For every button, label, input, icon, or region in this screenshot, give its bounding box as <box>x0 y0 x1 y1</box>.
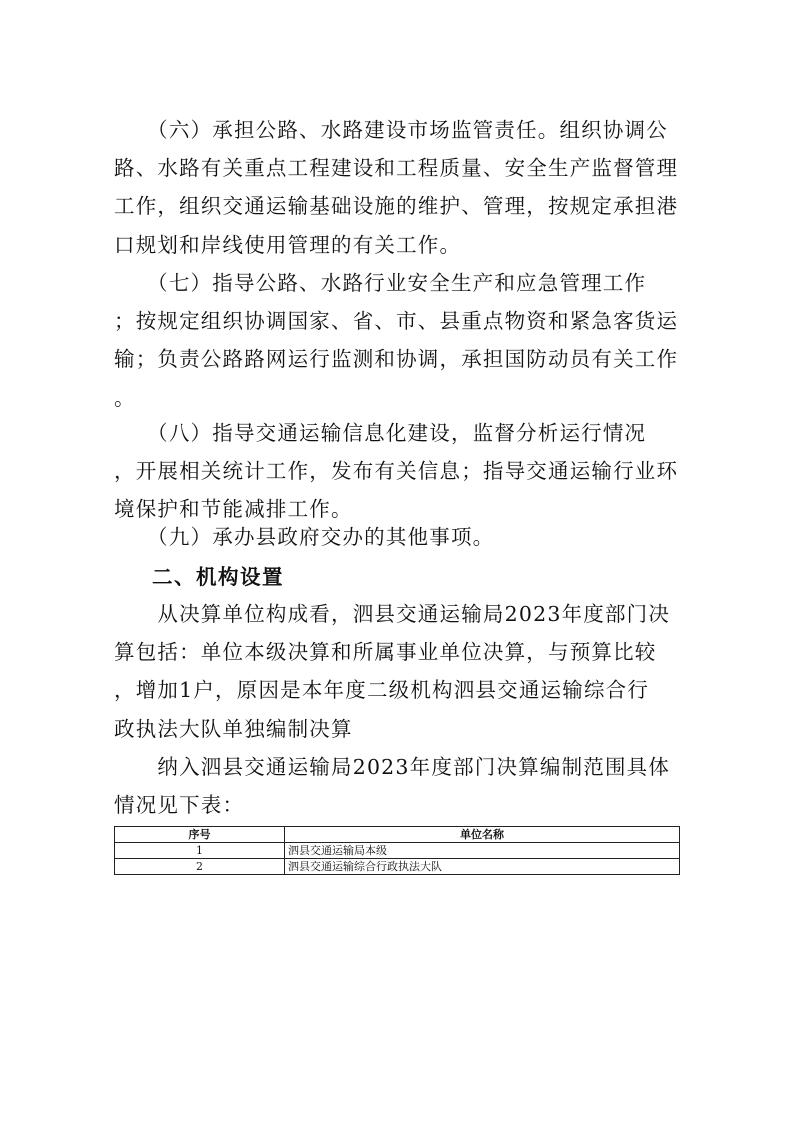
text-line: ，开展相关统计工作，发布有关信息；指导交通运输行业环 <box>114 459 679 484</box>
paragraph-duty-6 <box>114 111 684 264</box>
text-line: 算包括：单位本级决算和所属事业单位决算，与预算比较 <box>114 640 657 665</box>
paragraph-scope-intro <box>114 748 684 824</box>
table-cell-unit-name: 泗县交通运输综合行政执法大队 <box>285 859 680 875</box>
table-cell-index: 2 <box>115 859 285 875</box>
text-line: 口规划和岸线使用管理的有关工作。 <box>114 232 462 257</box>
section-heading: 二、机构设置 <box>152 565 284 589</box>
text-line: 境保护和节能减排工作。 <box>114 497 353 522</box>
text-line: 输；负责公路路网运行监测和协调，承担国防动员有关工作 <box>114 347 679 372</box>
column-header-unit-name: 单位名称 <box>285 827 680 843</box>
text-line: ，增加1户，原因是本年度二级机构泗县交通运输综合行 <box>114 678 650 703</box>
text-line: 从决算单位构成看，泗县交通运输局2023年度部门决 <box>114 602 671 626</box>
text-line: （八）指导交通运输信息化建设，监督分析运行情况 <box>114 421 647 445</box>
table-row <box>115 843 680 859</box>
paragraph-duty-8 <box>114 414 684 529</box>
text-line: 。 <box>114 385 136 410</box>
unit-table <box>114 826 680 875</box>
text-line: （六）承担公路、水路建设市场监管责任。组织协调公 <box>114 118 668 142</box>
table-row <box>115 859 680 875</box>
text-line: （九）承办县政府交办的其他事项。 <box>114 525 495 549</box>
paragraph-duty-9 <box>114 518 684 556</box>
table-cell-index: 1 <box>115 843 285 859</box>
text-line: ；按规定组织协调国家、省、市、县重点物资和紧急客货运 <box>114 309 679 334</box>
text-line: 纳入泗县交通运输局2023年度部门决算编制范围具体 <box>114 755 671 779</box>
table-header-row <box>115 827 680 843</box>
table-cell-unit-name: 泗县交通运输局本级 <box>285 843 680 859</box>
text-line: 工作，组织交通运输基础设施的维护、管理，按规定承担港 <box>114 194 679 219</box>
text-line: 政执法大队单独编制决算 <box>114 716 353 741</box>
text-line: 情况见下表： <box>114 793 245 818</box>
column-header-index: 序号 <box>115 827 285 843</box>
text-line: （七）指导公路、水路行业安全生产和应急管理工作 <box>114 271 647 295</box>
paragraph-duty-7 <box>114 264 684 417</box>
paragraph-unit-composition <box>114 595 684 748</box>
text-line: 路、水路有关重点工程建设和工程质量、安全生产监督管理 <box>114 156 679 181</box>
